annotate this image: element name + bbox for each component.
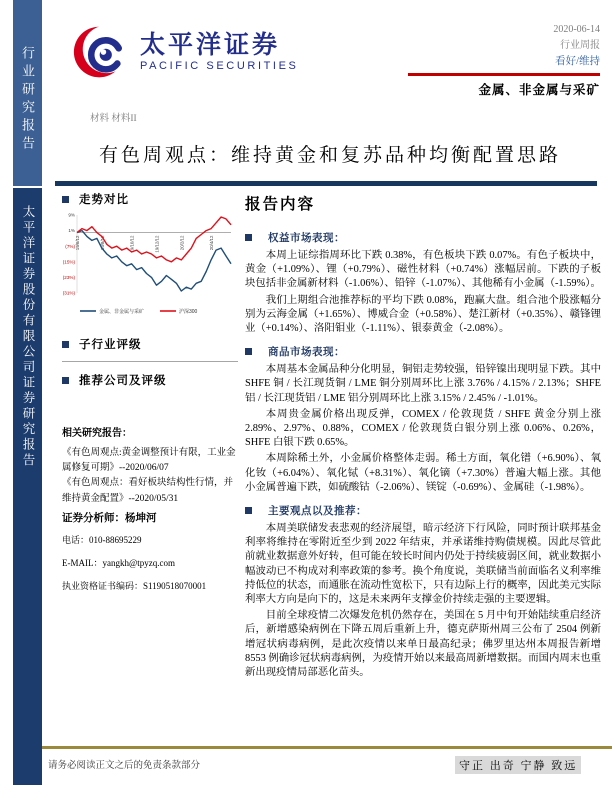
subindustry-section-title: 子行业评级: [79, 339, 142, 351]
logo-swirl-icon: [72, 22, 132, 82]
square-bullet-icon: [245, 234, 252, 241]
trend-comparison-chart: [60, 210, 236, 322]
svg-text:1%: 1%: [68, 228, 75, 234]
related-report-item: 《有色周观点:黄金调整预计有限，工业金属修复可期》--2020/06/07: [62, 448, 236, 474]
brand-name-en: PACIFIC SECURITIES: [140, 59, 299, 72]
brand-name-cn: 太平洋证券: [140, 31, 281, 60]
svg-text:(15%): (15%): [62, 259, 75, 265]
section-title: 权益市场表现：: [268, 233, 345, 244]
report-date: 2020-06-14: [553, 24, 600, 35]
section-header-commodity: [245, 344, 601, 359]
paragraph: 本周基本金属品种分化明显，铜铝走势较强，铅锌镍出现明显下跌。其中 SHFE 铜 / 长江现货铜 / LME 铜分别周环比上涨 3.76% / 4.15% / 2.13%；SHFE 铝 / 长江现货铝 / LME 铝分别周环比上涨 3.15% / 2.45% / -1.01%。: [245, 364, 601, 404]
paragraph: 本周除稀土外，小金属价格整体走弱。稀土方面，氧化镨（+6.90%）、氧化钕（+6.04%）、氧化铽（+8.31%）、氧化镝（+7.30%）普遍大幅上涨。其他小金属普遍下跌，如硫酸钴（-2.06%）、镁锭（-0.69%）、金属硅（-1.98%）。: [245, 453, 601, 493]
companies-section-header: [62, 372, 167, 388]
title-divider: [55, 181, 597, 186]
analyst-email: E-MAIL：yangkh@tpyzq.com: [62, 558, 176, 568]
svg-text:20/4/12: 20/4/12: [209, 235, 215, 251]
square-bullet-icon: [62, 196, 69, 203]
paragraph: 我们上期组合池推荐标的平均下跌 0.08%，跑赢大盘。组合池个股涨幅分别为云海金属（+1.65%）、博威合金（+0.58%）、楚江新材（+0.35%）、赣锋锂业（+0.14%）、洛阳钼业（-1.11%）、银泰黄金（-2.08%）。: [245, 294, 601, 335]
report-content: [245, 192, 601, 682]
paragraph: 本周贵金属价格出现反弹，COMEX / 伦敦现货 / SHFE 黄金分别上涨 2.89%、2.97%、0.88%，COMEX / 伦敦现货白银分别上涨 0.06%、0.26%，SHFE 白银下跌 0.65%。: [245, 408, 601, 449]
footer-disclaimer: 请务必阅读正文之后的免责条款部分: [48, 761, 201, 771]
report-type: 行业周报: [560, 40, 600, 51]
analyst-name: 证券分析师：杨坤河: [62, 513, 157, 524]
svg-text:沪深300: 沪深300: [179, 308, 198, 315]
analyst-phone: 电话：010-88695229: [62, 535, 142, 545]
header-meta: [400, 22, 600, 98]
trend-section-header: [62, 191, 238, 207]
paragraph: 目前全球疫情二次爆发危机仍然存在，美国在 5 月中旬开始陆续重启经济后，新增感染病例在下降五周后重新上升，德克萨斯州周三公布了 2504 例新增冠状病毒病例，是此次疫情以来单日最高纪录；佛罗里达州本周报告新增 8553 例确诊冠状病毒病例，为疫情开始以来最高周新增数据。而国内周末也重新出现疫情局部恶化苗头。: [245, 610, 601, 679]
related-reports-title: 相关研究报告：: [62, 428, 132, 439]
footer-motto: 守正 出奇 宁静 致远: [455, 756, 581, 774]
trend-section-title: 走势对比: [79, 194, 129, 206]
related-report-item: 《有色周观点：看好板块结构性行情，并维持黄金配置》--2020/05/31: [62, 478, 234, 504]
content-heading: 报告内容: [245, 196, 316, 213]
left-column-divider: [62, 361, 238, 362]
pacific-securities-logo: [72, 22, 298, 82]
svg-text:19/12/12: 19/12/12: [154, 235, 160, 253]
square-bullet-icon: [62, 341, 69, 348]
section-header-views: [245, 503, 601, 518]
page-title: 有色周观点：维持黄金和复苏品种均衡配置思路: [98, 145, 561, 166]
breadcrumb: 材料 材料II: [90, 114, 137, 124]
sidebar-bottom-band: [13, 188, 42, 785]
square-bullet-icon: [245, 348, 252, 355]
subindustry-section-header: [62, 336, 142, 352]
svg-text:9%: 9%: [68, 212, 75, 218]
sidebar-top-label: 行业研究报告: [20, 46, 35, 154]
svg-text:(23%): (23%): [62, 275, 75, 280]
industry-rating: 看好/维持: [555, 56, 600, 67]
analyst-license: 执业资格证书编码：S1190518070001: [62, 581, 207, 591]
related-reports: [62, 426, 238, 507]
svg-text:(7%): (7%): [65, 243, 75, 249]
svg-text:金属、非金属与采矿: 金属、非金属与采矿: [99, 308, 145, 315]
square-bullet-icon: [245, 507, 252, 514]
section-header-equity: [245, 230, 601, 245]
svg-text:19/10/12: 19/10/12: [129, 235, 135, 253]
svg-text:19/8/12: 19/8/12: [99, 235, 105, 251]
sidebar-top-band: [13, 0, 42, 186]
sidebar-bottom-label: 太平洋证券股份有限公司证券研究报告: [21, 205, 35, 469]
industry-name: 金属、非金属与采矿: [478, 83, 600, 97]
svg-text:(31%): (31%): [62, 290, 75, 296]
section-title: 商品市场表现：: [268, 347, 345, 359]
square-bullet-icon: [62, 377, 69, 384]
section-title: 主要观点以及推荐：: [268, 506, 367, 518]
paragraph: 本周美联储发表悲观的经济展望，暗示经济下行风险，同时预计联邦基金利率将维持在零附近至少到 2022 年结束，并承诺维持购债规模。因此尽管此前就业数据意外好转，但可能在较长时间内仍处于持续疲弱区间，就业数据小幅波动已不构成对利率政策的参考。换个角度说，美联储当前面临名义利率维持低位的状态，而通胀在流动性宽松下，只有边际上行的概率，因此美元实际利率大方向是向下的，这是未来两年支撑金价持续走强的主要逻辑。: [245, 523, 601, 606]
svg-text:19/6/12: 19/6/12: [75, 235, 80, 251]
footer-divider: [42, 746, 612, 749]
svg-text:20/2/12: 20/2/12: [179, 235, 185, 251]
companies-section-title: 推荐公司及评级: [79, 375, 167, 387]
paragraph: 本周上证综指周环比下跌 0.38%，有色板块下跌 0.07%。有色子板块中，黄金（+1.09%）、锂（+0.79%）、磁性材料（+0.74%）涨幅居前。下跌的子板块包括非金属新材料（-1.06%）、铅锌（-1.07%）、其他稀有小金属（-1.59%）。: [245, 250, 601, 290]
rating-underline: [408, 73, 600, 76]
